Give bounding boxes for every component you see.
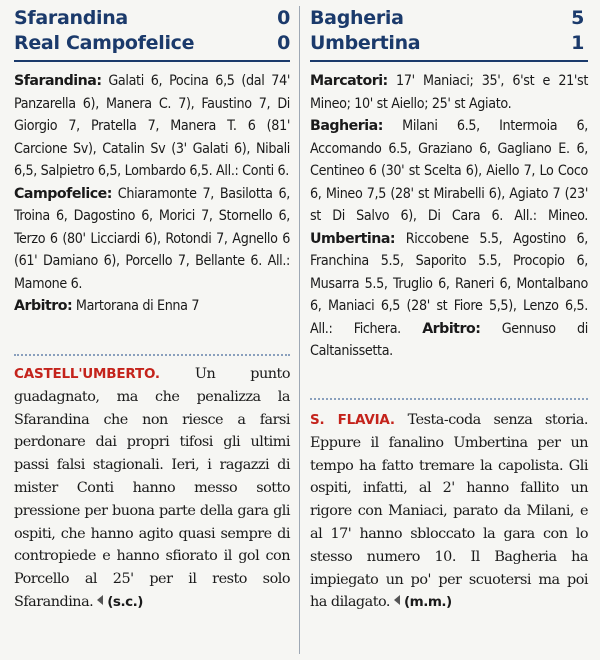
away-lineup-text: Riccobene 5.5, Agostino 6, Franchina 5.5, Saporito 5.5, Procopio 6, Musarra 5.5, Truglio 6, Raneri 6, Montalbano 6, Maniaci 6,5 (28' st Fiore 5,5), Lenzo 6,5. All.: Fichera.	[310, 230, 588, 337]
dotted-separator	[14, 354, 290, 356]
home-lineup-text: Galati 6, Pocina 6,5 (dal 74' Panzarella 6), Manera C. 7), Faustino 7, Di Giorgio 7, Pratella 7, Manera T. 6 (81' Carcione Sv), Catalin Sv (3' Galati 6), Nibali 6,5, Salpietro 6,5, Lombardo 6,5. All.: Conti 6.	[14, 73, 290, 179]
referee-label: Arbitro:	[14, 298, 73, 314]
away-lineup-label: Campofelice:	[14, 185, 112, 202]
referee-text: Gennuso di Caltanissetta.	[310, 320, 588, 359]
report-body: Un punto guadagnato, ma che penalizza la Sfarandina che non riesce a farsi perdonare dai propri tifosi gli ultimi passi falsi stagionali. Ieri, i ragazzi di mister Conti hanno messo sotto pressione per buona parte della gara gli ospiti, che hanno agito quasi sempre di contropiede e hanno sfiorato il gol con Porcello al 25' per il resto solo Sfarandina.	[14, 366, 290, 610]
away-team-goals: 1	[571, 32, 584, 54]
home-lineup-label: Sfarandina:	[14, 73, 102, 89]
scorers-text: 17' Maniaci; 35', 6'st e 21'st Mineo; 10' st Aiello; 25' st Agiato.	[310, 73, 588, 112]
match-report	[310, 409, 588, 614]
score-underline	[310, 60, 588, 62]
away-team-name: Real Campofelice	[14, 32, 195, 54]
author-signature: (s.c.)	[107, 593, 143, 610]
home-lineup	[310, 115, 588, 363]
scorers-line	[310, 70, 588, 115]
home-team-name: Bagheria	[310, 7, 404, 29]
left-column	[14, 0, 290, 610]
column-divider	[299, 6, 300, 654]
away-lineup-label: Umbertina:	[310, 230, 396, 247]
scoreboard-sfarandina-campofelice	[14, 0, 290, 60]
dateline: CASTELL'UMBERTO.	[14, 366, 160, 382]
away-team-goals: 0	[277, 32, 290, 54]
right-column	[310, 0, 589, 611]
author-signature: (m.m.)	[403, 594, 452, 611]
away-lineup-text: Chiaramonte 7, Basilotta 6, Troina 6, Dagostino 6, Morici 7, Stornello 6, Terzo 6 (80' Licciardi 6), Rotondi 7, Agnello 6 (61' Damiano 6), Porcello 7, Bellante 6. All.: Mamone 6.	[14, 185, 290, 292]
referee-line	[14, 295, 290, 318]
match-report	[14, 363, 290, 614]
home-lineup	[14, 70, 290, 183]
left-triangle-icon	[394, 595, 400, 605]
home-team-goals: 5	[571, 7, 584, 29]
dotted-separator	[310, 398, 588, 400]
home-lineup-label: Bagheria:	[310, 118, 383, 134]
scorers-label: Marcatori:	[310, 73, 388, 89]
scoreboard-bagheria-umbertina	[310, 0, 588, 60]
home-team-goals: 0	[277, 7, 290, 29]
left-triangle-icon	[97, 595, 103, 605]
referee-text: Martorana di Enna 7	[75, 298, 200, 314]
home-lineup-text: Milani 6.5, Intermoia 6, Accomando 6.5, Graziano 6, Gagliano E. 6, Centineo 6 (30' st Scelta 6), Aiello 7, Lo Coco 6, Mineo 7,5 (28' st Mirabelli 6), Agiato 7 (23' st Di Salvo 6), Di Cara 6. All.: Mineo.	[310, 118, 589, 224]
lineups-box	[310, 70, 588, 363]
report-body: Testa-coda senza storia. Eppure il fanalino Umbertina per un tempo ha fatto tremare la capolista. Gli ospiti, infatti, al 2' hanno fallito un rigore con Maniaci, parato da Milani, e al 17' hanno sbloccato la gara con lo stesso numero 10. Il Bagheria ha impiegato un po' per scuotersi ma poi ha dilagato.	[310, 412, 588, 611]
lineups-box	[14, 70, 290, 318]
away-team-name: Umbertina	[310, 32, 421, 54]
home-team-name: Sfarandina	[14, 7, 128, 29]
away-lineup	[14, 183, 290, 296]
score-underline	[14, 60, 290, 62]
referee-label: Arbitro:	[422, 320, 481, 337]
dateline: S. FLAVIA.	[310, 412, 395, 428]
